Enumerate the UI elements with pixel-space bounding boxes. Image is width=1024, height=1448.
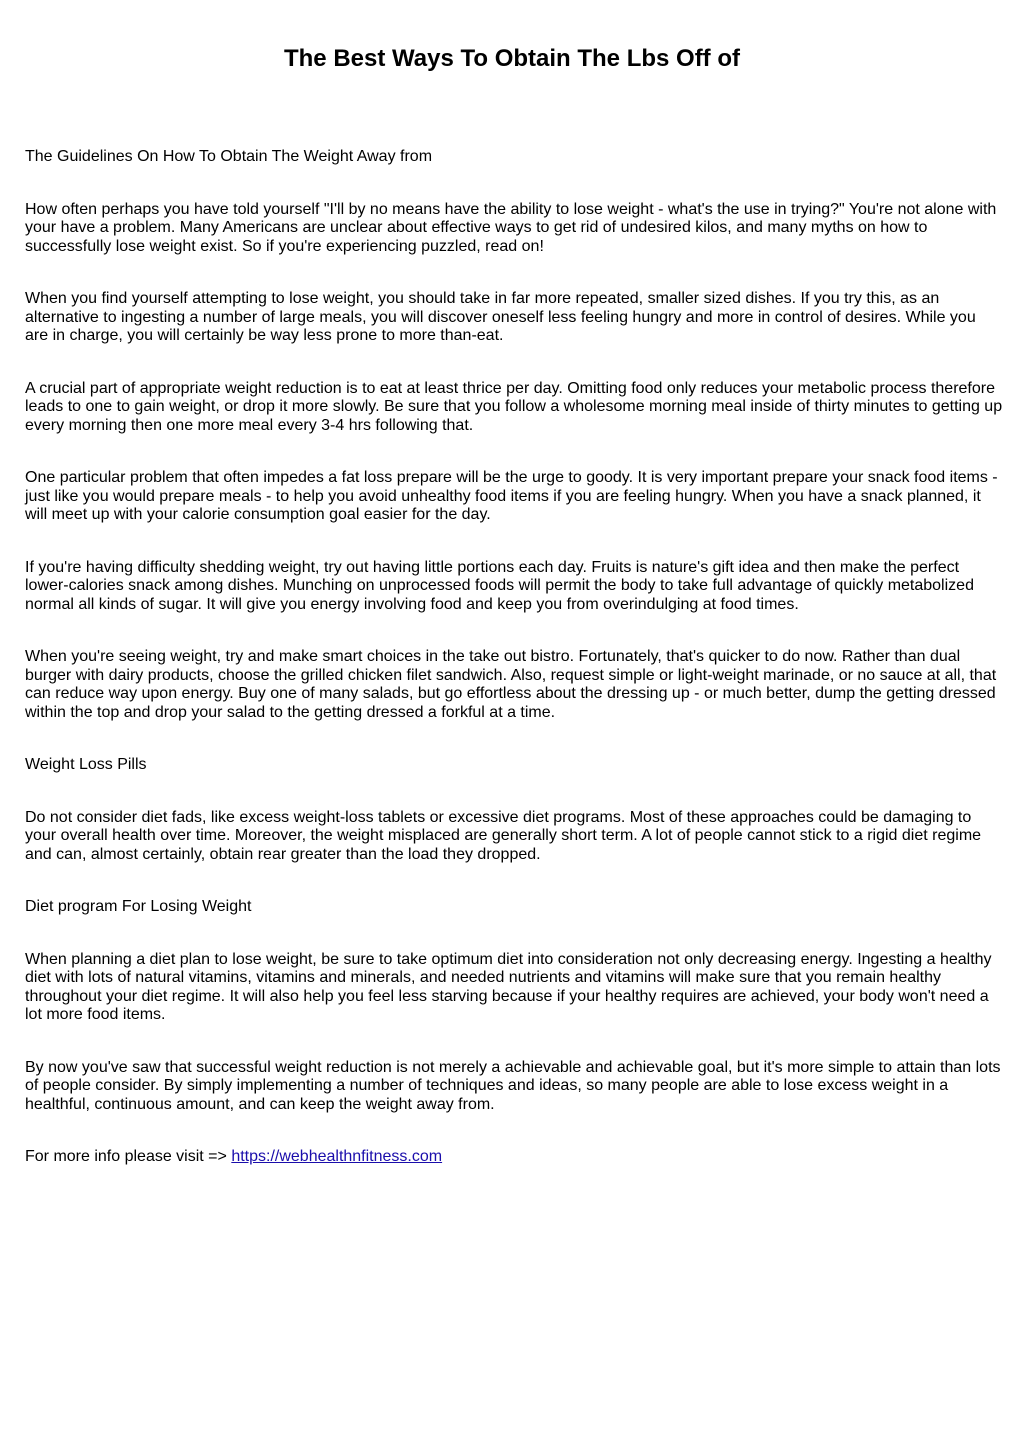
subheading: The Guidelines On How To Obtain The Weight Away from (25, 148, 433, 165)
paragraph: When you're seeing weight, try and make smart choices in the take out bistro. Fortunately, that's quicker to do now. Rather than dual burger with dairy products, choose the grilled chicken filet sandwich. Also, request simple or light-weight marinade, or no sauce at all, that can reduce way upon energy. Buy one of many salads, but go effortless about the dressing up - or much better, dump the getting dressed within the top and drop your salad to the getting dressed a forkful at a time. (25, 648, 997, 721)
paragraph: When you find yourself attempting to lose weight, you should take in far more repeated, smaller sized dishes. If you try this, as an alternative to ingesting a number of large meals, you will discover oneself less feeling hungry and more in control of desires. While you are in charge, you will certainly be way less prone to more than-eat. (25, 290, 976, 344)
paragraph: If you're having difficulty shedding weight, try out having little portions each day. Fruits is nature's gift idea and then make the perfect lower-calories snack among dishes. Munching on unprocessed foods will permit the body to take full advantage of quickly metabolized normal all kinds of sugar. It will give you energy involving food and keep you from overindulging at food times. (25, 558, 974, 613)
paragraph: By now you've saw that successful weight reduction is not merely a achievable and achievable goal, but it's more simple to attain than lots of people consider. By simply implementing a number of techniques and ideas, so many people are able to lose excess weight in a healthful, continuous amount, and can keep the weight away from. (25, 1058, 1001, 1113)
document-body (25, 148, 1003, 1201)
footer-prefix: For more info please visit => (25, 1148, 232, 1165)
page-title: The Best Ways To Obtain The Lbs Off of (283, 45, 740, 72)
paragraph: One particular problem that often impedes a fat loss prepare will be the urge to goody. It is very important prepare your snack food items - just like you would prepare meals - to help you avoid unhealthy food items if you are feeling hungry. When you have a snack planned, it will meet up with your calorie consumption goal easier for the day. (25, 469, 998, 523)
subheading: Diet program For Losing Weight (25, 898, 252, 915)
footer-line (25, 1148, 1003, 1167)
paragraph: When planning a diet plan to lose weight, be sure to take optimum diet into consideration not only decreasing energy. Ingesting a healthy diet with lots of natural vitamins, vitamins and minerals, and needed nutrients and vitamins will make sure that you remain healthy throughout your diet regime. It will also help you feel less starving because if your healthy requires are achieved, your body won't need a lot more food items. (25, 950, 992, 1023)
paragraph: A crucial part of appropriate weight reduction is to eat at least thrice per day. Omitting food only reduces your metabolic process therefore leads to one to gain weight, or drop it more slowly. Be sure that you follow a wholesome morning meal inside of thirty minutes to getting up every morning then one more meal every 3-4 hrs following that. (25, 379, 1003, 434)
website-link[interactable]: https://webhealthnfitness.com (231, 1148, 443, 1165)
paragraph: How often perhaps you have told yourself "I'll by no means have the ability to lose weight - what's the use in trying?" You're not alone with your have a problem. Many Americans are unclear about effective ways to get rid of undesired kilos, and many myths on how to successfully lose weight exist. So if you're experiencing puzzled, read on! (25, 200, 997, 255)
subheading: Weight Loss Pills (25, 756, 147, 773)
paragraph: Do not consider diet fads, like excess weight-loss tablets or excessive diet programs. Most of these approaches could be damaging to your overall health over time. Moreover, the weight misplaced are generally short term. A lot of people cannot stick to a rigid diet regime and can, almost certainly, obtain rear greater than the load they dropped. (25, 808, 982, 863)
